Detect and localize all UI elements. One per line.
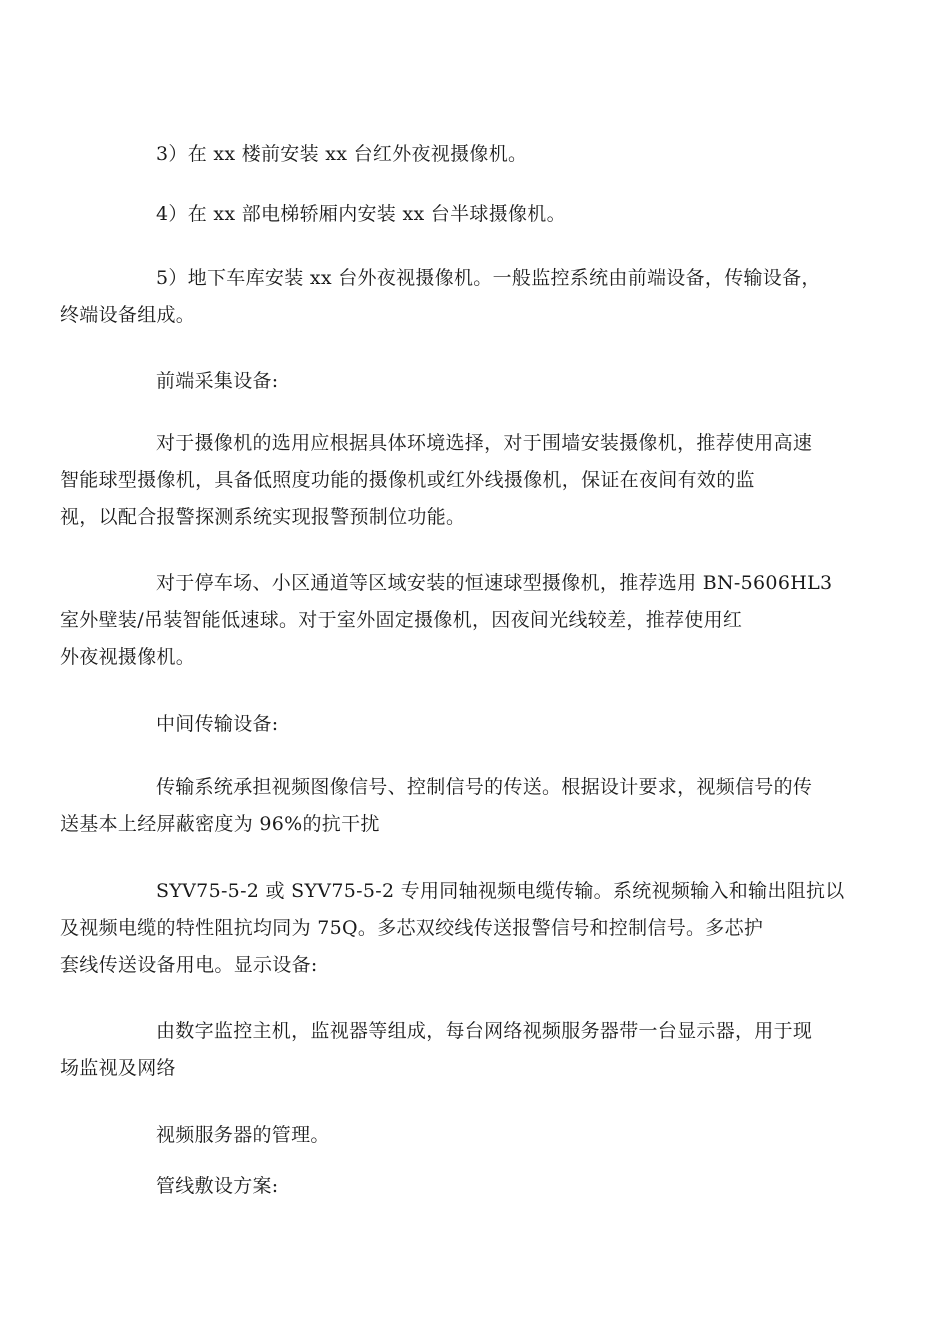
paragraph-parking-cameras bbox=[60, 565, 853, 676]
text-line: SYV75-5-2 或 SYV75-5-2 专用同轴视频电缆传输。系统视频输入和输出阻抗以 bbox=[156, 880, 845, 902]
text-line: 外夜视摄像机。 bbox=[60, 646, 196, 668]
paragraph-display-equipment bbox=[60, 1013, 853, 1087]
text-line: 5）地下车库安装 xx 台外夜视摄像机。一般监控系统由前端设备，传输设备， bbox=[156, 267, 821, 289]
heading-front-end-equipment bbox=[108, 363, 853, 400]
text-line: 终端设备组成。 bbox=[60, 304, 196, 326]
text-line: 及视频电缆的特性阻抗均同为 75Q。多芯双绞线传送报警信号和控制信号。多芯护 bbox=[60, 917, 764, 939]
heading-transmission-equipment bbox=[108, 706, 853, 743]
text-line: 中间传输设备: bbox=[156, 713, 279, 735]
text-line: 传输系统承担视频图像信号、控制信号的传送。根据设计要求，视频信号的传 bbox=[156, 776, 813, 798]
text-line: 前端采集设备: bbox=[156, 370, 279, 392]
text-line: 视，以配合报警探测系统实现报警预制位功能。 bbox=[60, 506, 466, 528]
text-line: 3）在 xx 楼前安装 xx 台红外夜视摄像机。 bbox=[156, 143, 528, 165]
text-line: 视频服务器的管理。 bbox=[156, 1124, 330, 1146]
paragraph-video-server-management bbox=[108, 1117, 853, 1154]
text-line: 送基本上经屏蔽密度为 96%的抗干扰 bbox=[60, 813, 380, 835]
text-line: 对于摄像机的选用应根据具体环境选择，对于围墙安装摄像机，推荐使用高速 bbox=[156, 432, 813, 454]
paragraph-install-night-vision bbox=[108, 136, 853, 173]
text-line: 智能球型摄像机，具备低照度功能的摄像机或红外线摄像机，保证在夜间有效的监 bbox=[60, 469, 755, 491]
text-line: 室外壁装/吊装智能低速球。对于室外固定摄像机，因夜间光线较差，推荐使用红 bbox=[60, 609, 743, 631]
text-line: 4）在 xx 部电梯轿厢内安装 xx 台半球摄像机。 bbox=[156, 203, 566, 225]
paragraph-transmission-system bbox=[60, 769, 853, 843]
paragraph-install-elevator-dome bbox=[108, 196, 853, 233]
paragraph-coaxial-cable bbox=[60, 873, 853, 984]
text-line: 场监视及网络 bbox=[60, 1057, 176, 1079]
text-line: 对于停车场、小区通道等区域安装的恒速球型摄像机，推荐选用 BN-5606HL3 bbox=[156, 572, 833, 594]
text-line: 由数字监控主机，监视器等组成，每台网络视频服务器带一台显示器，用于现 bbox=[156, 1020, 813, 1042]
paragraph-garage-system-overview bbox=[60, 260, 853, 334]
paragraph-camera-selection bbox=[60, 425, 853, 536]
heading-cabling-plan bbox=[108, 1168, 853, 1205]
text-line: 管线敷设方案: bbox=[156, 1175, 279, 1197]
text-line: 套线传送设备用电。显示设备: bbox=[60, 954, 318, 976]
